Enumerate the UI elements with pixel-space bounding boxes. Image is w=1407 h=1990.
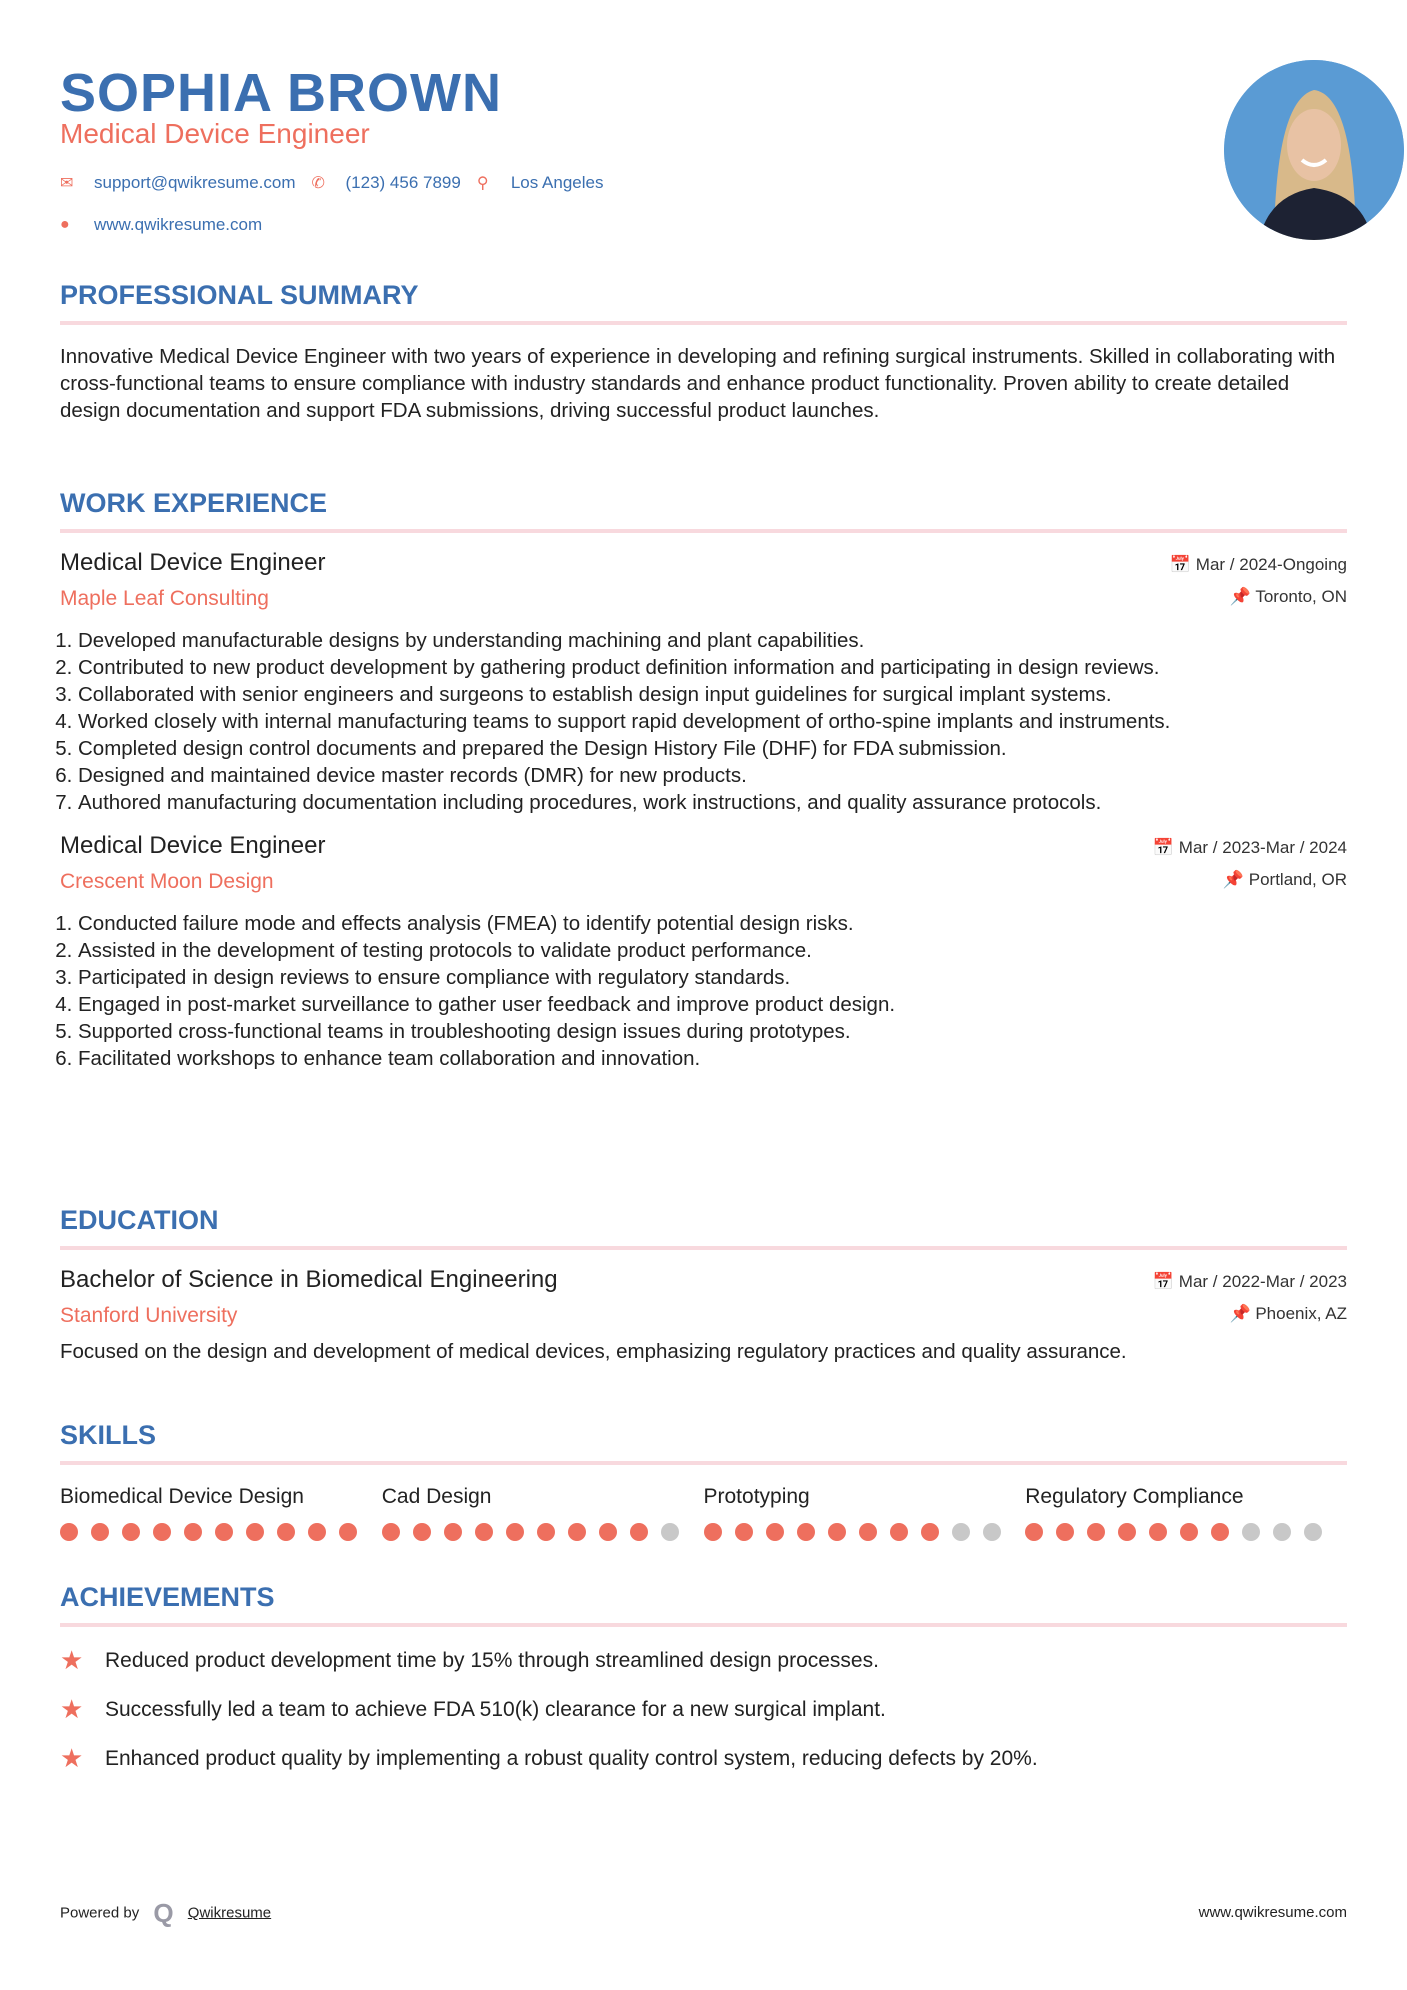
skill-level-dot [1118, 1523, 1136, 1541]
job-location [1223, 870, 1347, 890]
skill-level-dot [215, 1523, 233, 1541]
skill-level-dot [1304, 1523, 1322, 1541]
skill-level-dot [1025, 1523, 1043, 1541]
skill-level-dot [859, 1523, 877, 1541]
section-heading: EDUCATION [60, 1205, 219, 1235]
skill-level-dot [661, 1523, 679, 1541]
achievement-item [60, 1743, 1347, 1774]
website-row [60, 215, 262, 235]
skill-rating [704, 1523, 1026, 1541]
skill-level-dot [828, 1523, 846, 1541]
skills-section [60, 1420, 1347, 1541]
list-item: 6. Designed and maintained device master records (DMR) for new products. [78, 762, 1347, 789]
skill-item [382, 1485, 704, 1541]
work-section [60, 488, 1347, 1072]
education-section [60, 1205, 1347, 1365]
calendar-icon: 📅 [1152, 838, 1179, 857]
job-date [1170, 555, 1347, 575]
skill-rating [60, 1523, 382, 1541]
divider [60, 1623, 1347, 1627]
skill-level-dot [60, 1523, 78, 1541]
school: Stanford University [60, 1304, 238, 1327]
skill-level-dot [630, 1523, 648, 1541]
skill-level-dot [797, 1523, 815, 1541]
list-item: 2. Contributed to new product development by gathering product definition information and participating in design reviews. [78, 654, 1347, 681]
job-entry [60, 549, 1347, 816]
date-text: Mar / 2024-Ongoing [1195, 555, 1347, 574]
job-date [1153, 838, 1347, 858]
location-text: Portland, OR [1248, 870, 1347, 889]
calendar-icon: 📅 [1169, 555, 1196, 574]
star-icon: ★ [60, 1743, 84, 1773]
skill-level-dot [952, 1523, 970, 1541]
skill-level-dot [184, 1523, 202, 1541]
skill-level-dot [704, 1523, 722, 1541]
skill-item [1025, 1485, 1347, 1541]
summary-section [60, 280, 1347, 424]
skill-level-dot [1273, 1523, 1291, 1541]
list-item: 2. Assisted in the development of testing protocols to validate product performance. [78, 937, 1347, 964]
skill-level-dot [1149, 1523, 1167, 1541]
degree: Bachelor of Science in Biomedical Engineering [60, 1266, 558, 1293]
divider [60, 1246, 1347, 1250]
list-item: 5. Completed design control documents and prepared the Design History File (DHF) for FDA submission. [78, 735, 1347, 762]
achievement-text: Reduced product development time by 15% through streamlined design processes. [105, 1648, 879, 1672]
date-text: Mar / 2022-Mar / 2023 [1178, 1272, 1347, 1291]
skill-level-dot [1211, 1523, 1229, 1541]
skill-name: Prototyping [703, 1485, 810, 1508]
skill-level-dot [444, 1523, 462, 1541]
skill-level-dot [506, 1523, 524, 1541]
pin-icon: 📌 [1222, 870, 1249, 889]
section-heading: PROFESSIONAL SUMMARY [60, 280, 419, 310]
qwikresume-logo-icon: Q [153, 1898, 174, 1928]
skill-level-dot [122, 1523, 140, 1541]
skill-level-dot [153, 1523, 171, 1541]
list-item: 6. Facilitated workshops to enhance team collaboration and innovation. [78, 1045, 1347, 1072]
achievement-item [60, 1694, 1347, 1725]
contact-row [60, 173, 603, 193]
skill-level-dot [91, 1523, 109, 1541]
divider [60, 529, 1347, 533]
skill-level-dot [1180, 1523, 1198, 1541]
job-header [60, 832, 1347, 902]
company-name: Maple Leaf Consulting [60, 587, 269, 610]
achievement-text: Enhanced product quality by implementing a robust quality control system, reducing defects by 20%. [105, 1746, 1038, 1770]
skill-level-dot [1242, 1523, 1260, 1541]
skill-rating [382, 1523, 704, 1541]
skill-item [704, 1485, 1026, 1541]
skill-name: Biomedical Device Design [60, 1485, 304, 1508]
summary-text: Innovative Medical Device Engineer with two years of experience in developing and refining surgical instruments. Skilled in collaborating with cross-functional teams to ensure compliance with industry standards and enhance product functionality. Proven ability to create detailed design documentation and support FDA submissions, driving successful product launches. [60, 345, 1336, 422]
calendar-icon: 📅 [1152, 1272, 1179, 1291]
skill-level-dot [568, 1523, 586, 1541]
star-icon: ★ [60, 1694, 84, 1724]
job-title: Medical Device Engineer [60, 832, 326, 859]
skill-level-dot [921, 1523, 939, 1541]
job-entry [60, 832, 1347, 1072]
location-text: Phoenix, AZ [1255, 1304, 1347, 1323]
profile-photo [1224, 60, 1404, 240]
section-heading: WORK EXPERIENCE [60, 488, 328, 518]
achievement-text: Successfully led a team to achieve FDA 510(k) clearance for a new surgical implant. [105, 1697, 886, 1721]
skill-level-dot [890, 1523, 908, 1541]
candidate-title: Medical Device Engineer [60, 118, 370, 149]
list-item: 3. Collaborated with senior engineers and surgeons to establish design input guidelines for surgical implant systems. [78, 681, 1347, 708]
email-link[interactable]: support@qwikresume.com [94, 173, 296, 192]
company-name: Crescent Moon Design [60, 870, 274, 893]
section-heading: ACHIEVEMENTS [60, 1582, 275, 1612]
list-item: 3. Participated in design reviews to ensure compliance with regulatory standards. [78, 964, 1347, 991]
pin-icon: 📌 [1229, 587, 1256, 606]
job-duties [60, 627, 1347, 816]
education-date [1153, 1272, 1347, 1292]
skill-level-dot [246, 1523, 264, 1541]
achievements-section [60, 1582, 1347, 1774]
list-item: 4. Engaged in post-market surveillance to gather user feedback and improve product design. [78, 991, 1347, 1018]
skill-level-dot [1056, 1523, 1074, 1541]
footer [60, 1898, 1347, 1929]
powered-by-text: Powered by [60, 1904, 140, 1922]
candidate-name: SOPHIA BROWN [60, 63, 502, 123]
phone-icon: ✆ [311, 175, 325, 192]
phone-text: (123) 456 7899 [345, 173, 461, 192]
achievement-item [60, 1645, 1347, 1676]
skill-level-dot [277, 1523, 295, 1541]
skill-level-dot [735, 1523, 753, 1541]
job-header [60, 549, 1347, 619]
section-heading: SKILLS [60, 1420, 157, 1450]
job-title: Medical Device Engineer [60, 549, 326, 576]
list-item: 5. Supported cross-functional teams in troubleshooting design issues during prototypes. [78, 1018, 1347, 1045]
pin-icon: 📌 [1229, 1304, 1256, 1323]
skill-level-dot [599, 1523, 617, 1541]
location-text: Los Angeles [510, 173, 604, 192]
list-item: 4. Worked closely with internal manufacturing teams to support rapid development of ortho-spine implants and instruments. [78, 708, 1347, 735]
date-text: Mar / 2023-Mar / 2024 [1178, 838, 1347, 857]
skill-level-dot [308, 1523, 326, 1541]
globe-icon: ● [60, 216, 70, 233]
job-location [1230, 587, 1347, 607]
skill-level-dot [339, 1523, 357, 1541]
list-item: 7. Authored manufacturing documentation including procedures, work instructions, and quality assurance protocols. [78, 789, 1347, 816]
education-header [60, 1266, 1347, 1336]
list-item: 1. Developed manufacturable designs by understanding machining and plant capabilities. [78, 627, 1347, 654]
skill-level-dot [475, 1523, 493, 1541]
brand-link[interactable]: Qwikresume [187, 1904, 272, 1922]
skill-level-dot [766, 1523, 784, 1541]
divider [60, 321, 1347, 325]
location-text: Toronto, ON [1255, 587, 1347, 606]
skill-level-dot [413, 1523, 431, 1541]
skill-name: Regulatory Compliance [1025, 1485, 1244, 1508]
skill-name: Cad Design [381, 1485, 492, 1508]
skill-level-dot [983, 1523, 1001, 1541]
skill-level-dot [382, 1523, 400, 1541]
skill-rating [1025, 1523, 1347, 1541]
skill-level-dot [1087, 1523, 1105, 1541]
education-text: Focused on the design and development of medical devices, emphasizing regulatory practices and quality assurance. [60, 1340, 1127, 1363]
website-link[interactable]: www.qwikresume.com [94, 215, 263, 234]
education-location [1229, 1304, 1347, 1324]
list-item: 1. Conducted failure mode and effects analysis (FMEA) to identify potential design risks. [78, 910, 1347, 937]
star-icon: ★ [60, 1645, 84, 1675]
divider [60, 1461, 1347, 1465]
envelope-icon: ✉ [60, 175, 74, 192]
footer-website[interactable]: www.qwikresume.com [1198, 1904, 1347, 1921]
skill-level-dot [537, 1523, 555, 1541]
map-pin-icon: ⚲ [476, 175, 489, 192]
job-duties [60, 910, 1347, 1072]
skill-item [60, 1485, 382, 1541]
